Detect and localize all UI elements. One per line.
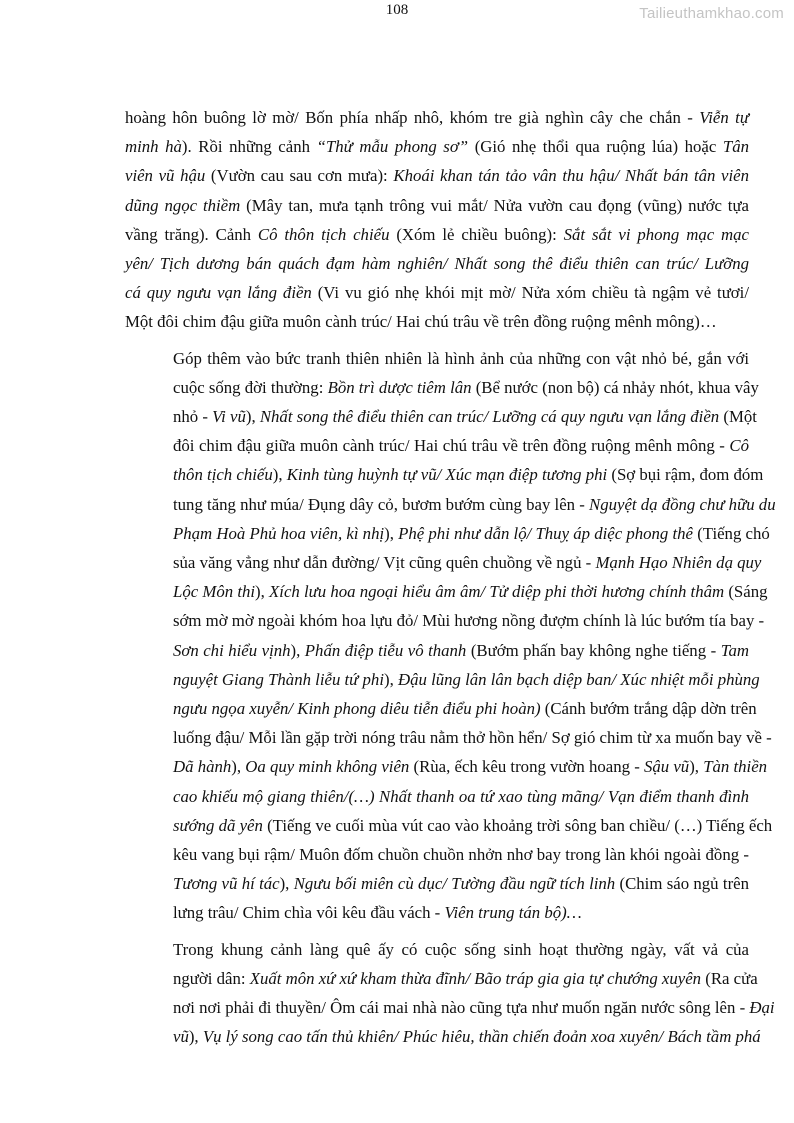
text-line: ngưu ngọa xuyễn/ Kinh phong diêu tiễn điểu phi hoàn) (Cánh bướm trắng dập dờn trên bbox=[173, 699, 757, 719]
text-line: tung tăng như múa/ Đụng dây cỏ, bươm bướm cùng bay lên - Nguyệt dạ đồng chư hữu du bbox=[173, 494, 776, 514]
text-line: người dân: Xuất môn xứ xứ kham thừa đĩnh/ Bão tráp gia gia tự chướng xuyên (Ra cửa bbox=[173, 968, 758, 988]
text-line: đôi chim đậu giữa muôn cành trúc/ Hai chú trâu về trên đồng ruộng mênh mông - Cô bbox=[173, 436, 749, 456]
text-line: Một đôi chim đậu giữa muôn cành trúc/ Hai chú trâu về trên đồng ruộng mênh mông)… bbox=[125, 312, 717, 332]
paragraph bbox=[125, 103, 749, 337]
text-line: yên/ Tịch dương bán quách đạm hàm nghiên/ Nhất song thê điểu thiên can trúc/ Lưỡng bbox=[125, 254, 749, 274]
text-line: luống đậu/ Mỗi lần gặp trời nóng trâu nằm thở hồn hển/ Sợ gió chim từ xa muốn bay về - bbox=[173, 728, 772, 748]
text-line: kêu vang bụi rậm/ Muôn đốm chuồn chuồn nhởn nhơ bay trong làn khói ngoài đồng - bbox=[173, 845, 749, 865]
text-line: nhỏ - Vi vũ), Nhất song thê điểu thiên can trúc/ Lưỡng cá quy ngưu vạn lắng điền (Một bbox=[173, 407, 757, 427]
text-line: sớm mờ mờ ngoài khóm hoa lựu đỏ/ Mùi hương nồng đượm chính là lúc bướm tía bay - bbox=[173, 611, 765, 631]
text-line: lưng trâu/ Chim chìa vôi kêu đầu vách - Viên trung tán bộ)… bbox=[173, 903, 582, 923]
text-line: sướng dã yên (Tiếng ve cuối mùa vút cao vào khoảng trời sông ban chiều/ (…) Tiếng ếch bbox=[173, 815, 773, 835]
text-line: minh hà). Rồi những cảnh “Thử mẫu phong sơ” (Gió nhẹ thổi qua ruộng lúa) hoặc Tân bbox=[125, 137, 750, 157]
text-line: cao khiếu mộ giang thiên/(…) Nhất thanh oa tứ xao tùng mãng/ Vạn điểm thanh đình bbox=[173, 786, 749, 806]
text-line: nguyệt Giang Thành liễu tứ phi), Đậu lũng lân lân bạch diệp ban/ Xúc nhiệt mỗi phùng bbox=[173, 669, 760, 689]
page-number: 108 bbox=[385, 2, 409, 18]
text-line: cuộc sống đời thường: Bồn trì dược tiêm lân (Bể nước (non bộ) cá nhảy nhót, khua vây bbox=[173, 377, 759, 397]
text-line: Phạm Hoà Phủ hoa viên, kì nhị), Phệ phi như dẫn lộ/ Thuỵ áp diệc phong thê (Tiếng chó bbox=[173, 523, 770, 543]
text-line: vầng trăng). Cảnh Cô thôn tịch chiếu (Xóm lẻ chiều buông): Sắt sắt vi phong mạc mạc bbox=[125, 224, 749, 244]
paragraph bbox=[125, 344, 776, 928]
text-line: hoàng hôn buông lờ mờ/ Bốn phía nhấp nhô, khóm tre già nghìn cây che chắn - Viễn tự bbox=[125, 108, 749, 127]
paragraph bbox=[125, 935, 775, 1052]
text-line: viên vũ hậu (Vườn cau sau cơn mưa): Khoái khan tán tảo vân thu hậu/ Nhất bán tân viên bbox=[125, 166, 749, 186]
text-line: thôn tịch chiếu), Kinh tùng huỳnh tự vũ/ Xúc mạn điệp tương phi (Sợ bụi rậm, đom đóm bbox=[173, 465, 764, 485]
body-text bbox=[125, 103, 776, 1052]
text-line: dũng ngọc thiềm (Mây tan, mưa tạnh trông vui mắt/ Nửa vườn cau đọng (vũng) nước tựa bbox=[125, 195, 750, 215]
text-line: nơi nơi phải đi thuyền/ Ôm cái mai nhà nào cũng tựa như muốn ngăn nước sông lên - Đại bbox=[173, 998, 775, 1018]
text-line: cá quy ngưu vạn lắng điền (Vi vu gió nhẹ khói mịt mờ/ Nửa xóm chiều tà ngậm vẻ tươi/ bbox=[125, 283, 749, 303]
text-line: sủa văng vẳng như dẫn đường/ Vịt cũng quên chuồng về ngủ - Mạnh Hạo Nhiên dạ quy bbox=[173, 553, 762, 573]
text-line: Góp thêm vào bức tranh thiên nhiên là hình ảnh của những con vật nhỏ bé, gắn với bbox=[173, 348, 749, 368]
text-line: vũ), Vụ lý song cao tấn thủ khiên/ Phúc hiêu, thần chiến đoản xoa xuyên/ Bách tầm phá bbox=[173, 1027, 761, 1047]
text-line: Lộc Môn thi), Xích lưu hoa ngoại hiểu âm âm/ Tử diệp phi thời hương chính thâm (Sáng bbox=[173, 582, 768, 602]
text-line: Dã hành), Oa quy minh không viên (Rùa, ếch kêu trong vườn hoang - Sậu vũ), Tàn thiền bbox=[173, 757, 768, 777]
text-line: Tương vũ hí tác), Ngưu bối miên cù dục/ Tường đầu ngữ tích linh (Chim sáo ngủ trên bbox=[173, 874, 749, 894]
text-line: Trong khung cảnh làng quê ấy có cuộc sống sinh hoạt thường ngày, vất vả của bbox=[173, 939, 749, 959]
text-line: Sơn chi hiểu vịnh), Phấn điệp tiễu vô thanh (Bướm phấn bay không nghe tiếng - Tam bbox=[173, 640, 749, 660]
watermark: Tailieuthamkhao.com bbox=[639, 5, 784, 22]
